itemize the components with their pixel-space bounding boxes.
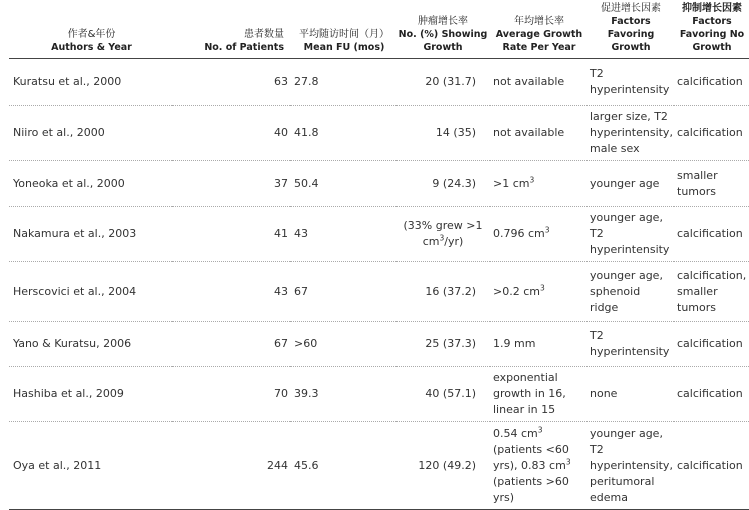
header-growth-zh: 肿瘤增长率 [418, 16, 468, 27]
cell-rate: not available [493, 126, 565, 139]
cell-favoring: none [590, 387, 618, 400]
header-rate-en: Average Growth Rate Per Year [495, 29, 583, 53]
table-row [9, 367, 749, 422]
cell-patients: 70 [274, 387, 288, 400]
cell-rate [490, 207, 587, 262]
table-row [9, 106, 749, 161]
rate-superscript: 3 [544, 225, 550, 235]
cell-mean-fu: 50.4 [294, 176, 319, 190]
cell-no-growth: calcification [677, 337, 743, 350]
cell-mean-fu: 39.3 [294, 387, 319, 400]
cell-rate: 1.9 mm [493, 337, 536, 350]
cell-mean-fu: >60 [294, 337, 318, 350]
cell-authors: Yano & Kuratsu, 2006 [13, 337, 132, 350]
header-mean-fu-en: Mean FU (mos) [303, 42, 385, 53]
cell-patients: 244 [267, 458, 288, 472]
header-patients-zh: 患者数量 [244, 29, 284, 40]
cell-mean-fu: 45.6 [294, 458, 319, 472]
cell-patients: 40 [274, 126, 288, 139]
cell-patients: 43 [274, 284, 288, 298]
rate-text-rest-2: (patients >60 yrs) [493, 474, 569, 504]
rate-text: 0.54 cm [493, 426, 538, 440]
header-mean-fu-zh: 平均随访时间（月） [299, 29, 389, 40]
cell-rate [490, 262, 587, 322]
header-no-growth-zh: 抑制增长因素 [682, 3, 742, 14]
rate-text: >0.2 cm [493, 284, 540, 298]
table-header [9, 0, 749, 59]
cell-no-growth: calcification [677, 227, 743, 240]
cell-favoring: T2 hyperintensity [590, 329, 670, 358]
header-patients [172, 0, 290, 59]
table-row [9, 422, 749, 510]
table-row [9, 322, 749, 367]
growth-superscript: 3 [439, 233, 445, 243]
cell-no-growth: calcification [677, 387, 743, 400]
growth-text: (33% grew >1 cm [403, 219, 483, 248]
cell-authors: Yoneoka et al., 2000 [13, 176, 125, 190]
rate-text: 0.796 cm [493, 227, 545, 240]
cell-rate [490, 161, 587, 207]
header-no-growth-en: Factors Favoring No Growth [679, 16, 745, 53]
meningioma-growth-table [9, 0, 749, 510]
table-row [9, 161, 749, 207]
header-favoring-zh: 促进增长因素 [601, 3, 661, 14]
cell-growth: 40 (57.1) [425, 387, 476, 400]
cell-favoring: younger age, T2 hyperintensity [590, 211, 670, 256]
cell-favoring: larger size, T2 hyperintensity, male sex [590, 110, 673, 155]
header-growth [396, 0, 490, 59]
cell-rate: not available [493, 75, 565, 88]
table-row [9, 207, 749, 262]
header-favoring-en: Factors Favoring Growth [607, 16, 655, 53]
cell-no-growth: calcification [677, 126, 743, 139]
cell-growth: 16 (37.2) [425, 284, 476, 298]
table-row [9, 262, 749, 322]
cell-favoring: T2 hyperintensity [590, 67, 670, 96]
cell-mean-fu: 67 [294, 284, 308, 298]
cell-growth [396, 207, 490, 262]
cell-patients: 37 [274, 176, 288, 190]
growth-text-rest: /yr) [444, 235, 464, 248]
header-favoring [587, 0, 674, 59]
cell-authors: Oya et al., 2011 [13, 458, 102, 472]
rate-text-rest: (patients <60 yrs), 0.83 cm [493, 442, 569, 472]
cell-no-growth: calcification [677, 75, 743, 88]
cell-patients: 63 [274, 75, 288, 88]
cell-rate [490, 422, 587, 510]
cell-patients: 67 [274, 337, 288, 350]
cell-no-growth: calcification, smaller tumors [677, 268, 747, 314]
header-rate-zh: 年均增长率 [514, 16, 564, 27]
cell-patients: 41 [274, 227, 288, 240]
rate-superscript: 3 [529, 174, 535, 184]
cell-mean-fu: 43 [294, 227, 308, 240]
cell-authors: Kuratsu et al., 2000 [13, 75, 122, 88]
cell-authors: Niiro et al., 2000 [13, 126, 105, 139]
header-growth-en: No. (%) Showing Growth [398, 29, 488, 53]
cell-growth: 120 (49.2) [418, 458, 476, 472]
cell-favoring: younger age [590, 176, 660, 190]
header-rate [490, 0, 587, 59]
cell-authors: Hashiba et al., 2009 [13, 387, 124, 400]
cell-authors: Nakamura et al., 2003 [13, 227, 137, 240]
header-authors [9, 0, 172, 59]
cell-growth: 25 (37.3) [425, 337, 476, 350]
cell-no-growth: calcification [677, 458, 743, 472]
table-row [9, 59, 749, 106]
header-no-growth [674, 0, 749, 59]
cell-rate: exponential growth in 16, linear in 15 [493, 371, 566, 416]
cell-mean-fu: 41.8 [294, 126, 319, 139]
rate-superscript: 3 [537, 424, 543, 434]
cell-authors: Herscovici et al., 2004 [13, 284, 137, 298]
cell-no-growth: smaller tumors [677, 168, 718, 198]
rate-superscript: 3 [539, 282, 545, 292]
header-patients-en: No. of Patients [204, 42, 284, 53]
header-authors-zh: 作者&年份 [67, 29, 116, 40]
rate-text: >1 cm [493, 176, 530, 190]
cell-mean-fu: 27.8 [294, 75, 319, 88]
cell-favoring: younger age, sphenoid ridge [590, 268, 663, 314]
cell-growth: 20 (31.7) [425, 75, 476, 88]
cell-favoring: younger age, T2 hyperintensity, peritumoral edema [590, 426, 673, 504]
table-body [9, 59, 749, 510]
header-mean-fu [290, 0, 396, 59]
cell-growth: 9 (24.3) [432, 176, 476, 190]
cell-growth: 14 (35) [435, 126, 476, 139]
header-row [9, 0, 749, 59]
header-authors-en: Authors & Year [51, 42, 132, 53]
rate-superscript-2: 3 [565, 456, 571, 466]
